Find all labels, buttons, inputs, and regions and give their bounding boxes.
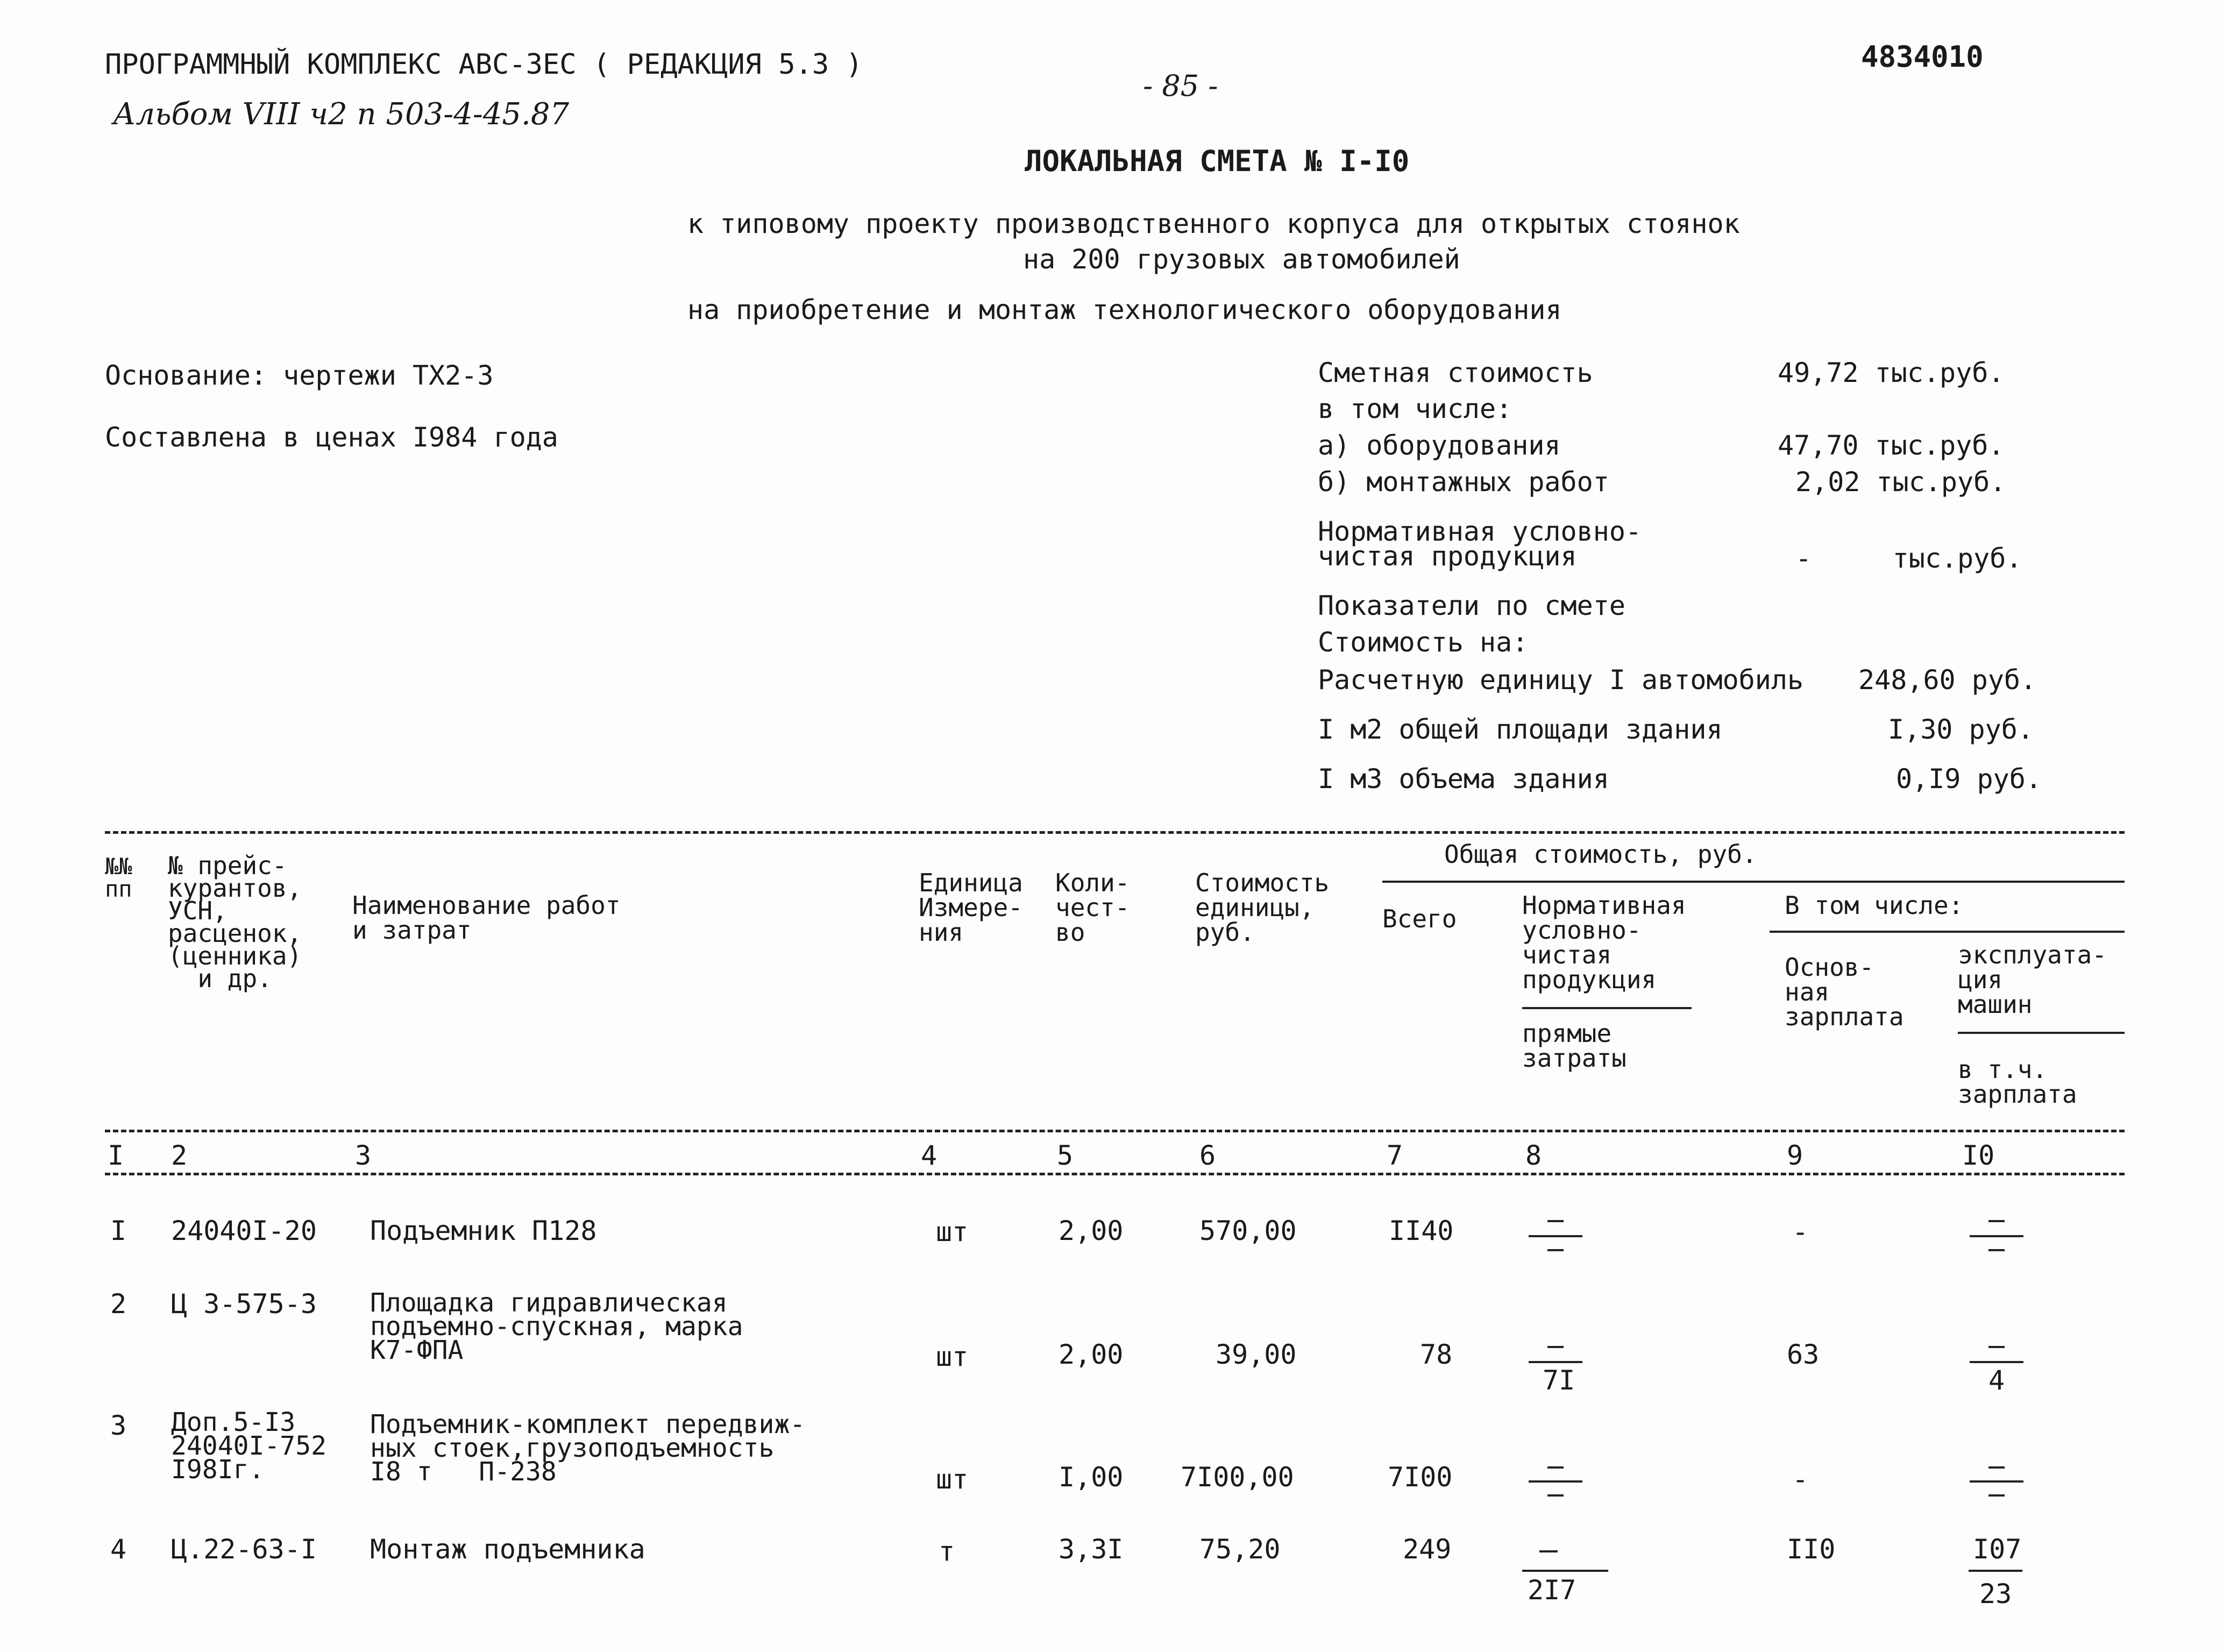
row3-code: Доп.5-I3 24040I-752 I98Iг.: [171, 1407, 326, 1485]
colnum-8: 8: [1525, 1140, 1542, 1171]
row3-price: 7I00,00: [1181, 1462, 1294, 1493]
program-header: ПРОГРАММНЫЙ КОМПЛЕКС АВС-ЗЕС ( РЕДАКЦИЯ 5.3 ): [105, 48, 863, 81]
colnum-6: 6: [1199, 1140, 1216, 1171]
row4-name: Монтаж подъемника: [370, 1534, 645, 1565]
row4-qty: 3,3I: [1059, 1534, 1124, 1565]
row3-salary: -: [1792, 1464, 1809, 1495]
document-code: 4834010: [1861, 40, 1984, 74]
row2-name: Площадка гидравлическая подъемно-спускная, марка К7-ФПА: [370, 1288, 743, 1365]
header-col6: Стоимость единицы, руб.: [1195, 868, 1330, 947]
row1-norm-bottom-dash: [1547, 1249, 1564, 1251]
summary-normative-value: - тыс.руб.: [1795, 543, 2022, 574]
header-col4: Единица Измере- ния: [919, 868, 1023, 947]
header-col3: Наименование работ и затрат: [352, 891, 621, 945]
header-col5: Коли- чест- во: [1055, 868, 1130, 947]
row2-code: Ц 3-575-3: [171, 1288, 317, 1320]
row2-mach-bottom: 4: [1988, 1365, 2005, 1396]
colnum-1: I: [108, 1140, 124, 1171]
summary-installation-value: 2,02 тыс.руб.: [1795, 466, 2006, 498]
row4-total: 249: [1403, 1534, 1452, 1565]
summary-equipment-value: 47,70 тыс.руб.: [1778, 430, 2005, 461]
row1-name: Подъемник П128: [370, 1215, 597, 1246]
row2-price: 39,00: [1216, 1339, 1297, 1370]
header-col2: № прейс- курантов, УСН, расценок, (ценника) и др.: [168, 851, 302, 993]
row1-code: 24040I-20: [171, 1215, 317, 1246]
row4-mach-top: I07: [1973, 1534, 2022, 1565]
row2-norm-bar: [1529, 1361, 1582, 1363]
header-col7: Всего: [1382, 904, 1457, 933]
summary-cost-on: Стоимость на:: [1318, 627, 1529, 658]
album-handwritten-note: Альбом VIII ч2 п 503-4-45.87: [113, 97, 570, 132]
summary-estimate-value: 49,72 тыс.руб.: [1778, 357, 2005, 388]
project-title-line3: на приобретение и монтаж технологического оборудования: [687, 294, 1562, 325]
row4-mach-bar: [1969, 1570, 2022, 1572]
summary-m2-value: I,30 руб.: [1888, 714, 2034, 745]
row3-mach-bottom-dash: [1988, 1494, 2005, 1497]
row1-salary: -: [1792, 1216, 1809, 1247]
summary-equipment-label: а) оборудования: [1318, 430, 1561, 461]
row2-qty: 2,00: [1059, 1339, 1124, 1370]
summary-m2-label: I м2 общей площади здания: [1318, 714, 1723, 745]
project-title-line2: на 200 грузовых автомобилей: [1023, 244, 1460, 275]
colnum-3: 3: [355, 1140, 372, 1171]
table-top-rule: [105, 831, 2125, 834]
row3-unit: шт: [936, 1464, 969, 1495]
row4-salary: II0: [1787, 1534, 1836, 1565]
colnum-4: 4: [921, 1140, 938, 1171]
project-title-line1: к типовому проекту производственного корпуса для открытых стоянок: [687, 208, 1740, 239]
row1-norm-top-dash: [1547, 1220, 1564, 1222]
row2-num: 2: [110, 1288, 127, 1320]
row4-mach-bottom: 23: [1979, 1578, 2012, 1610]
colnum-9: 9: [1787, 1140, 1803, 1171]
row2-unit: шт: [936, 1341, 969, 1372]
summary-estimate-label: Сметная стоимость: [1318, 357, 1593, 388]
basis-prices: Составлена в ценах I984 года: [105, 422, 558, 453]
row4-unit: т: [939, 1536, 955, 1567]
summary-m3-label: I м3 объема здания: [1318, 763, 1609, 795]
page-number: - 85 -: [1143, 69, 1218, 103]
summary-normative-label: Нормативная условно- чистая продукция: [1318, 516, 1642, 572]
row1-qty: 2,00: [1059, 1215, 1124, 1246]
row3-num: 3: [110, 1410, 127, 1441]
summary-installation-label: б) монтажных работ: [1318, 466, 1609, 498]
row3-norm-bar: [1529, 1480, 1582, 1483]
row1-price: 570,00: [1199, 1215, 1297, 1246]
row2-mach-bar: [1970, 1361, 2023, 1363]
header-col10-divider: [1958, 1032, 2125, 1034]
header-col9: Основ- ная зарплата: [1785, 953, 1904, 1031]
row2-salary: 63: [1787, 1339, 1820, 1370]
row3-name: Подъемник-комплект передвиж- ных стоек,грузоподъемность I8 т П-238: [370, 1409, 806, 1487]
colnum-10: I0: [1962, 1140, 1995, 1171]
colnum-7: 7: [1387, 1140, 1403, 1171]
summary-m3-value: 0,I9 руб.: [1896, 763, 2042, 795]
colnum-5: 5: [1057, 1140, 1074, 1171]
row1-mach-bottom-dash: [1988, 1249, 2005, 1251]
row2-mach-top-dash: [1988, 1346, 2005, 1348]
basis-drawings: Основание: чертежи ТХ2-3: [105, 360, 494, 391]
row2-norm-bottom: 7I: [1543, 1365, 1575, 1396]
row3-norm-bottom-dash: [1547, 1494, 1564, 1497]
header-col10-top: эксплуата- ция машин: [1958, 940, 2107, 1019]
column-numbers-bottom-rule: [105, 1173, 2125, 1175]
row1-num: I: [110, 1215, 127, 1246]
row4-norm-bar: [1522, 1570, 1608, 1572]
row3-mach-bar: [1970, 1480, 2023, 1483]
row1-unit: шт: [936, 1216, 969, 1247]
row2-norm-top-dash: [1547, 1346, 1564, 1348]
row4-code: Ц.22-63-I: [171, 1534, 317, 1565]
header-total-group: Общая стоимость, руб.: [1444, 840, 1757, 869]
header-including-rule: [1770, 931, 2125, 933]
row1-norm-bar: [1529, 1235, 1582, 1237]
row4-norm-top-dash: [1539, 1550, 1558, 1552]
summary-including: в том числе:: [1318, 393, 1512, 424]
row4-norm-bottom: 2I7: [1528, 1575, 1576, 1606]
colnum-2: 2: [171, 1140, 188, 1171]
header-total-group-rule: [1382, 881, 2125, 883]
summary-unit-label: Расчетную единицу I автомобиль: [1318, 664, 1804, 696]
row3-mach-top-dash: [1988, 1466, 2005, 1469]
estimate-title: ЛОКАЛЬНАЯ СМЕТА № I-I0: [1025, 144, 1410, 178]
row2-total: 78: [1420, 1339, 1453, 1370]
row1-mach-bar: [1970, 1235, 2023, 1237]
header-col8-top: Нормативная условно- чистая продукция: [1522, 891, 1686, 994]
row1-total: II40: [1389, 1215, 1454, 1246]
summary-unit-value: 248,60 руб.: [1858, 664, 2037, 696]
header-including: В том числе:: [1785, 891, 1964, 920]
row4-price: 75,20: [1199, 1534, 1281, 1565]
row3-norm-top-dash: [1547, 1466, 1564, 1469]
row1-mach-top-dash: [1988, 1220, 2005, 1222]
column-numbers-top-rule: [105, 1130, 2125, 1132]
header-col8-divider: [1522, 1007, 1692, 1009]
summary-indicators: Показатели по смете: [1318, 590, 1625, 621]
row3-total: 7I00: [1388, 1462, 1453, 1493]
header-col8-bottom: прямые затраты: [1522, 1019, 1627, 1073]
header-col10-bottom: в т.ч. зарплата: [1958, 1055, 2077, 1109]
header-col1: №№ пп: [105, 853, 132, 902]
row4-num: 4: [110, 1534, 127, 1565]
row3-qty: I,00: [1059, 1462, 1124, 1493]
